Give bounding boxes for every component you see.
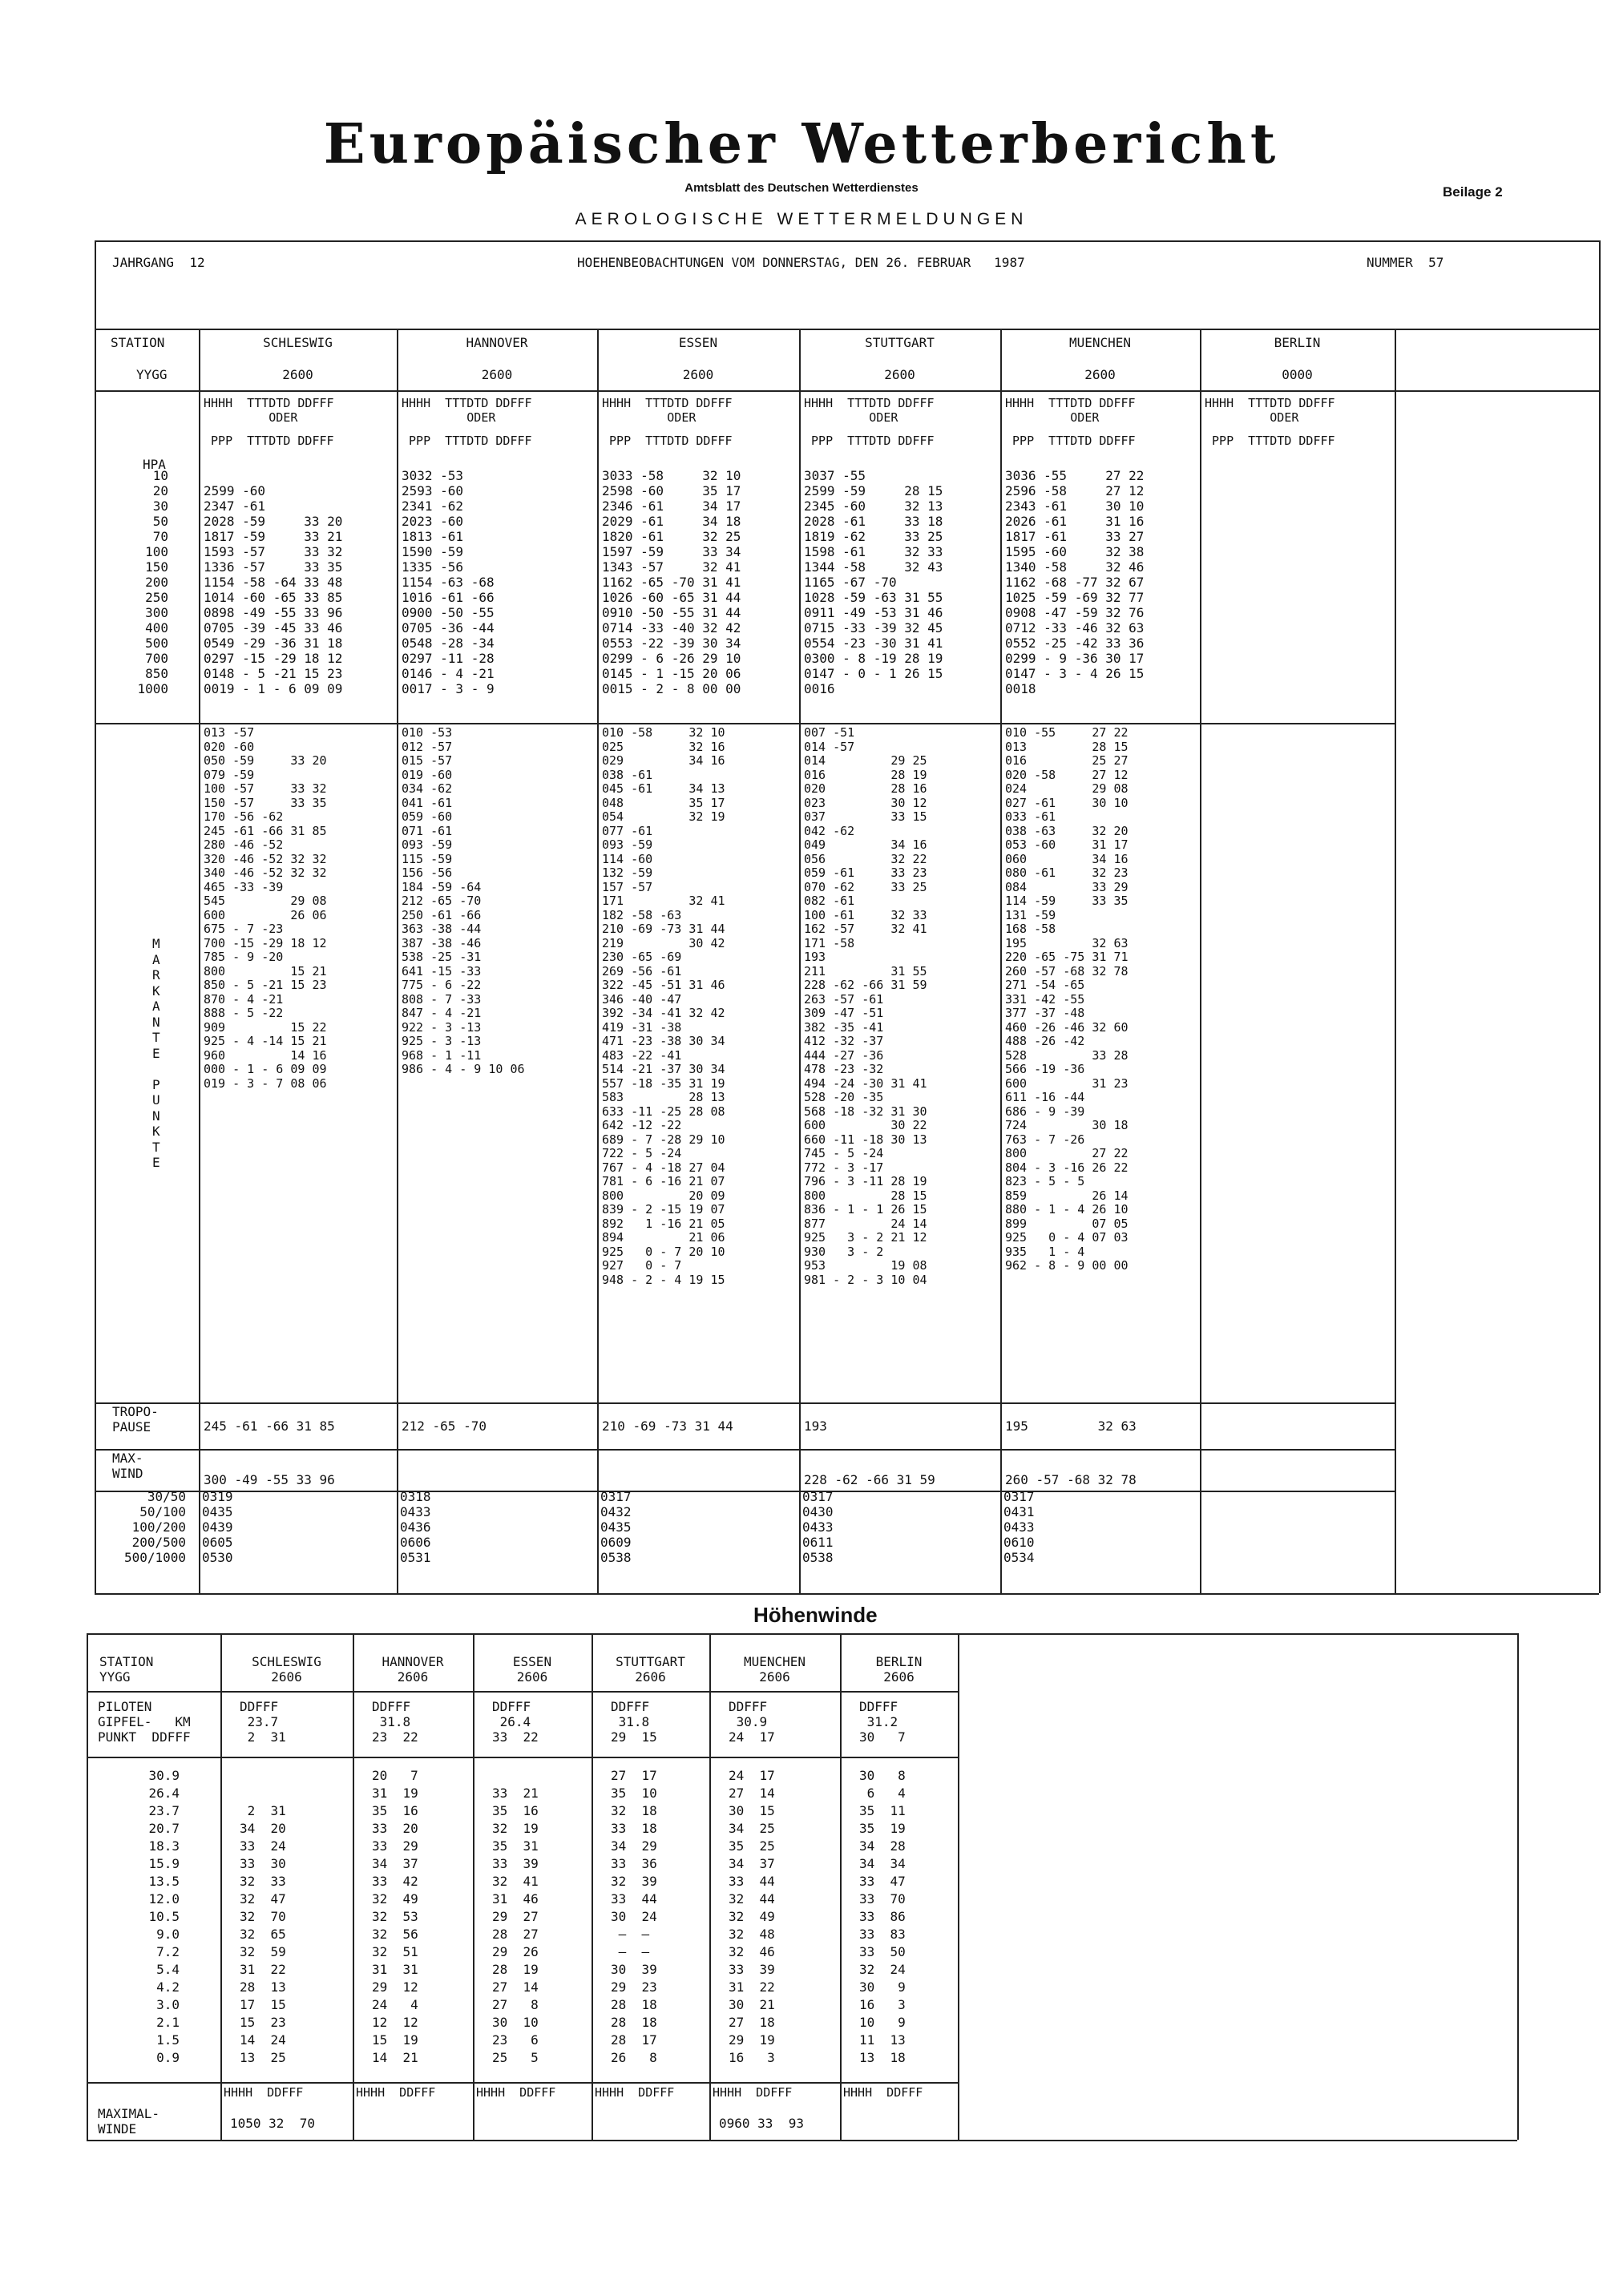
column-header: ODER xyxy=(204,410,298,425)
column-header: ODER xyxy=(602,410,697,425)
thickness-0: 0319 0435 0439 0605 0530 xyxy=(202,1489,233,1565)
column-header: HHHH TTTDTD DDFFF xyxy=(1205,396,1335,410)
winds-station-yygg-4: 2606 xyxy=(759,1669,790,1685)
significant-levels-3: 007 -51 014 -57 014 29 25 016 28 19 020 28 16 023 30 12 037 33 15 042 -62 049 34 16 056 32 22 059 -61 33 23 070 -62 33 25 082 -61 100 -61 32 33 162 -57 32 41 171 -58 193 211 31 55 228 -62 -66 31 59 263 -57 -61 309 -47 -51 382 -35 -41 412 -32 -37 444 -27 -36 478 -23 -32 494 -24 -30 31 41 528 -20 -35 568 -18 -32 31 30 600 30 22 660 -11 -18 30 13 745 - 5 -24 772 - 3 -17 796 - 3 -11 28 19 800 28 15 836 - 1 - 1 26 15 877 24 14 925 3 - 2 21 12 930 3 - 2 953 19 08 981 - 2 - 3 10 04 xyxy=(804,725,927,1287)
station-yygg-5: 0000 xyxy=(1282,367,1313,382)
masthead-subtitle: Amtsblatt des Deutschen Wetterdienstes xyxy=(684,181,919,195)
table-rule xyxy=(592,1633,593,2140)
station-yygg-2: 2600 xyxy=(682,367,714,382)
piloten-label: PILOTEN GIPFEL- KM PUNKT DDFFF xyxy=(98,1699,191,1745)
winds-station-name-3: STUTTGART xyxy=(616,1654,685,1669)
thickness-1: 0318 0433 0436 0606 0531 xyxy=(400,1489,431,1565)
significant-levels-4: 010 -55 27 22 013 28 15 016 25 27 020 -58 27 12 024 29 08 027 -61 30 10 033 -61 038 -63 32 20 053 -60 31 17 060 34 16 080 -61 32 23 084 33 29 114 -59 33 35 131 -59 168 -58 195 32 63 220 -65 -75 31 71 260 -57 -68 32 78 271 -54 -65 331 -42 -55 377 -37 -48 460 -26 -46 32 60 488 -26 -42 528 33 28 566 -19 -36 600 31 23 611 -16 -44 686 - 9 -39 724 30 18 763 - 7 -26 800 27 22 804 - 3 -16 26 22 823 - 5 - 5 859 26 14 880 - 1 - 4 26 10 899 07 05 925 0 - 4 07 03 935 1 - 4 962 - 8 - 9 00 00 xyxy=(1005,725,1129,1273)
table-rule xyxy=(95,240,96,1593)
piloten-data-2: DDFFF 26.4 33 22 xyxy=(492,1699,539,1745)
table-rule xyxy=(799,329,801,1593)
std-level-data-4: 3036 -55 27 22 2596 -58 27 12 2343 -61 30 10 2026 -61 31 16 1817 -61 33 27 1595 -60 32 38 1340 -58 32 46 1162 -68 -77 32 67 1025 -59 -69 32 77 0908 -47 -59 32 76 0712 -33 -46 32 63 0552 -25 -42 33 36 0299 - 9 -36 30 17 0147 - 3 - 4 26 15 0018 xyxy=(1005,468,1145,696)
column-header: PPP TTTDTD DDFFF xyxy=(804,434,935,448)
thickness-4: 0317 0431 0433 0610 0534 xyxy=(1003,1489,1035,1565)
station-yygg-0: 2600 xyxy=(282,367,313,382)
winds-station-name-0: SCHLESWIG xyxy=(252,1654,321,1669)
station-yygg-4: 2600 xyxy=(1084,367,1116,382)
table-rule xyxy=(597,329,599,1593)
yygg-label: YYGG xyxy=(136,367,168,382)
column-header: HHHH TTTDTD DDFFF xyxy=(602,396,733,410)
winds-station-name-2: ESSEN xyxy=(512,1654,552,1669)
maximal-header: HHHH DDFFF xyxy=(356,2085,436,2100)
wind-data-4: 24 17 27 14 30 15 34 25 35 25 34 37 33 44 32 44 32 49 32 48 32 46 33 39 31 22 30 21 27 18 29 19 16 3 xyxy=(729,1768,775,2065)
station-name-2: ESSEN xyxy=(678,335,718,350)
column-header: ODER xyxy=(1205,410,1299,425)
table-rule xyxy=(95,329,1599,330)
table-rule xyxy=(958,1633,959,2140)
station-name-3: STUTTGART xyxy=(865,335,935,350)
std-level-data-1: 3032 -53 2593 -60 2341 -62 2023 -60 1813 -61 1590 -59 1335 -56 1154 -63 -68 1016 -61 -66 0900 -50 -55 0705 -36 -44 0548 -28 -34 0297 -11 -28 0146 - 4 -21 0017 - 3 - 9 xyxy=(402,468,495,696)
table-rule xyxy=(397,329,398,1593)
wind-data-3: 27 17 35 10 32 18 33 18 34 29 33 36 32 39 33 44 30 24 — — — — 30 39 29 23 28 18 28 18 28 17 26 8 xyxy=(611,1768,657,2065)
station-yygg-3: 2600 xyxy=(884,367,915,382)
table-rule xyxy=(87,1691,958,1693)
table-rule xyxy=(1200,329,1201,1593)
piloten-data-1: DDFFF 31.8 23 22 xyxy=(372,1699,418,1745)
wind-data-2: 33 21 35 16 32 19 35 31 33 39 32 41 31 46 29 27 28 27 29 26 28 19 27 14 27 8 30 10 23 6 25 5 xyxy=(492,1786,539,2065)
thickness-labels: 30/50 50/100 100/200 200/500 500/1000 xyxy=(123,1489,186,1565)
column-header: ODER xyxy=(804,410,898,425)
hpa-label: HPA xyxy=(143,457,166,472)
observation-date: HOEHENBEOBACHTUNGEN VOM DONNERSTAG, DEN 26. FEBRUAR 1987 xyxy=(577,255,1025,270)
std-level-data-0: 2599 -60 2347 -61 2028 -59 33 20 1817 -59 33 21 1593 -57 33 32 1336 -57 33 35 1154 -58 -64 33 48 1014 -60 -65 33 85 0898 -49 -55 33 96 0705 -39 -45 33 46 0549 -29 -36 31 18 0297 -15 -29 18 12 0148 - 5 -21 15 23 0019 - 1 - 6 09 09 xyxy=(204,483,343,696)
piloten-data-3: DDFFF 31.8 29 15 xyxy=(611,1699,657,1745)
markante-punkte-label: M A R K A N T E P U N K T E xyxy=(152,936,160,1170)
significant-levels-0: 013 -57 020 -60 050 -59 33 20 079 -59 100 -57 33 32 150 -57 33 35 170 -56 -62 245 -61 -66 31 85 280 -46 -52 320 -46 -52 32 32 340 -46 -52 32 32 465 -33 -39 545 29 08 600 26 06 675 - 7 -23 700 -15 -29 18 12 785 - 9 -20 800 15 21 850 - 5 -21 15 23 870 - 4 -21 888 - 5 -22 909 15 22 925 - 4 -14 15 21 960 14 16 000 - 1 - 6 09 09 019 - 3 - 7 08 06 xyxy=(204,725,327,1091)
station-name-1: HANNOVER xyxy=(466,335,528,350)
maximal-header: HHHH DDFFF xyxy=(843,2085,923,2100)
pressure-levels: 10 20 30 50 70 100 150 200 250 300 400 500 700 850 1000 xyxy=(137,468,168,696)
tropopause-label: TROPO- PAUSE xyxy=(112,1404,159,1434)
table-rule xyxy=(709,1633,711,2140)
table-rule xyxy=(87,1633,1517,1635)
table-rule xyxy=(95,1593,1599,1595)
winds-station-yygg-1: 2606 xyxy=(397,1669,429,1685)
column-header: PPP TTTDTD DDFFF xyxy=(602,434,733,448)
piloten-data-5: DDFFF 31.2 30 7 xyxy=(859,1699,906,1745)
winds-station-name-5: BERLIN xyxy=(875,1654,923,1669)
max-wind-3: 228 -62 -66 31 59 xyxy=(804,1472,935,1487)
tropopause-0: 245 -61 -66 31 85 xyxy=(204,1418,335,1434)
station-label: STATION xyxy=(111,335,165,350)
table-rule xyxy=(1395,329,1396,1593)
max-wind-4: 260 -57 -68 32 78 xyxy=(1005,1472,1137,1487)
thickness-2: 0317 0432 0435 0609 0538 xyxy=(600,1489,632,1565)
column-header: HHHH TTTDTD DDFFF xyxy=(204,396,334,410)
table-rule xyxy=(87,1757,958,1758)
maximal-header: HHHH DDFFF xyxy=(595,2085,675,2100)
table-rule xyxy=(95,240,1599,242)
maximal-header: HHHH DDFFF xyxy=(713,2085,793,2100)
column-header: PPP TTTDTD DDFFF xyxy=(402,434,532,448)
maximal-header: HHHH DDFFF xyxy=(224,2085,304,2100)
wind-data-0: 2 31 34 20 33 24 33 30 32 33 32 47 32 70 32 65 32 59 31 22 28 13 17 15 15 23 14 24 13 25 xyxy=(240,1803,286,2065)
height-levels: 30.9 26.4 23.7 20.7 18.3 15.9 13.5 12.0 10.5 9.0 7.2 5.4 4.2 3.0 2.1 1.5 0.9 xyxy=(148,1768,180,2065)
jahrgang: JAHRGANG 12 xyxy=(112,255,205,270)
section-title: AEROLOGISCHE WETTERMELDUNGEN xyxy=(575,210,1028,228)
column-header: PPP TTTDTD DDFFF xyxy=(1205,434,1335,448)
table-rule xyxy=(840,1633,842,2140)
maximal-label: MAXIMAL- WINDE xyxy=(98,2106,160,2137)
table-rule xyxy=(1517,1633,1519,2140)
column-header: ODER xyxy=(1005,410,1100,425)
maximal-data-4: 0960 33 93 xyxy=(719,2116,804,2131)
table-rule xyxy=(199,329,200,1593)
issue-number: NUMMER 57 xyxy=(1367,255,1444,270)
table-rule xyxy=(353,1633,354,2140)
piloten-data-0: DDFFF 23.7 2 31 xyxy=(240,1699,286,1745)
winds-station-label: STATION YYGG xyxy=(99,1654,154,1685)
winds-station-yygg-0: 2606 xyxy=(271,1669,302,1685)
significant-levels-2: 010 -58 32 10 025 32 16 029 34 16 038 -61 045 -61 34 13 048 35 17 054 32 19 077 -61 093 -59 114 -60 132 -59 157 -57 171 32 41 182 -58 -63 210 -69 -73 31 44 219 30 42 230 -65 -69 269 -56 -61 322 -45 -51 31 46 346 -40 -47 392 -34 -41 32 42 419 -31 -38 471 -23 -38 30 34 483 -22 -41 514 -21 -37 30 34 557 -18 -35 31 19 583 28 13 633 -11 -25 28 08 642 -12 -22 689 - 7 -28 29 10 722 - 5 -24 767 - 4 -18 27 04 781 - 6 -16 21 07 800 20 09 839 - 2 -15 19 07 892 1 -16 21 05 894 21 06 925 0 - 7 20 10 927 0 - 7 948 - 2 - 4 19 15 xyxy=(602,725,725,1287)
max-wind-0: 300 -49 -55 33 96 xyxy=(204,1472,335,1487)
winds-station-name-4: MUENCHEN xyxy=(743,1654,806,1669)
winds-station-yygg-3: 2606 xyxy=(635,1669,666,1685)
column-header: HHHH TTTDTD DDFFF xyxy=(804,396,935,410)
column-header: HHHH TTTDTD DDFFF xyxy=(402,396,532,410)
tropopause-1: 212 -65 -70 xyxy=(402,1418,487,1434)
std-level-data-3: 3037 -55 2599 -59 28 15 2345 -60 32 13 2028 -61 33 18 1819 -62 33 25 1598 -61 32 33 1344 -58 32 43 1165 -67 -70 1028 -59 -63 31 55 0911 -49 -53 31 46 0715 -33 -39 32 45 0554 -23 -30 31 41 0300 - 8 -19 28 19 0147 - 0 - 1 26 15 0016 xyxy=(804,468,943,696)
table-rule xyxy=(95,390,1599,392)
winds-station-name-1: HANNOVER xyxy=(382,1654,444,1669)
table-rule xyxy=(87,2140,1517,2141)
table-rule xyxy=(1599,240,1601,1593)
table-rule xyxy=(473,1633,474,2140)
maxwind-label: MAX- WIND xyxy=(112,1451,143,1481)
station-yygg-1: 2600 xyxy=(481,367,513,382)
tropopause-4: 195 32 63 xyxy=(1005,1418,1137,1434)
masthead-title: Europäischer Wetterbericht xyxy=(323,112,1280,176)
significant-levels-1: 010 -53 012 -57 015 -57 019 -60 034 -62 041 -61 059 -60 071 -61 093 -59 115 -59 156 -56 184 -59 -64 212 -65 -70 250 -61 -66 363 -38 -44 387 -38 -46 538 -25 -31 641 -15 -33 775 - 6 -22 808 - 7 -33 847 - 4 -21 922 - 3 -13 925 - 3 -13 968 - 1 -11 986 - 4 - 9 10 06 xyxy=(402,725,525,1076)
column-header: PPP TTTDTD DDFFF xyxy=(204,434,334,448)
maximal-data-0: 1050 32 70 xyxy=(230,2116,315,2131)
column-header: HHHH TTTDTD DDFFF xyxy=(1005,396,1136,410)
piloten-data-4: DDFFF 30.9 24 17 xyxy=(729,1699,775,1745)
station-name-5: BERLIN xyxy=(1274,335,1321,350)
hoehenwinde-heading: Höhenwinde xyxy=(753,1603,878,1627)
std-level-data-2: 3033 -58 32 10 2598 -60 35 17 2346 -61 34 17 2029 -61 34 18 1820 -61 32 25 1597 -59 33 34 1343 -57 32 41 1162 -65 -70 31 41 1026 -60 -65 31 44 0910 -50 -55 31 44 0714 -33 -40 32 42 0553 -22 -39 30 34 0299 - 6 -26 29 10 0145 - 1 -15 20 06 0015 - 2 - 8 00 00 xyxy=(602,468,741,696)
wind-data-1: 20 7 31 19 35 16 33 20 33 29 34 37 33 42 32 49 32 53 32 56 32 51 31 31 29 12 24 4 12 12 15 19 14 21 xyxy=(372,1768,418,2065)
station-name-0: SCHLESWIG xyxy=(263,335,333,350)
maximal-header: HHHH DDFFF xyxy=(476,2085,556,2100)
winds-station-yygg-2: 2606 xyxy=(516,1669,548,1685)
table-rule xyxy=(220,1633,222,2140)
winds-station-yygg-5: 2606 xyxy=(883,1669,915,1685)
wind-data-5: 30 8 6 4 35 11 35 19 34 28 34 34 33 47 33 70 33 86 33 83 33 50 32 24 30 9 16 3 10 9 11 13 13 18 xyxy=(859,1768,906,2065)
column-header: PPP TTTDTD DDFFF xyxy=(1005,434,1136,448)
table-rule xyxy=(87,1633,88,2140)
tropopause-2: 210 -69 -73 31 44 xyxy=(602,1418,733,1434)
beilage-label: Beilage 2 xyxy=(1443,184,1503,200)
table-rule xyxy=(1000,329,1002,1593)
station-name-4: MUENCHEN xyxy=(1068,335,1132,350)
column-header: ODER xyxy=(402,410,496,425)
table-rule xyxy=(87,2082,958,2084)
thickness-3: 0317 0430 0433 0611 0538 xyxy=(802,1489,834,1565)
tropopause-3: 193 xyxy=(804,1418,827,1434)
